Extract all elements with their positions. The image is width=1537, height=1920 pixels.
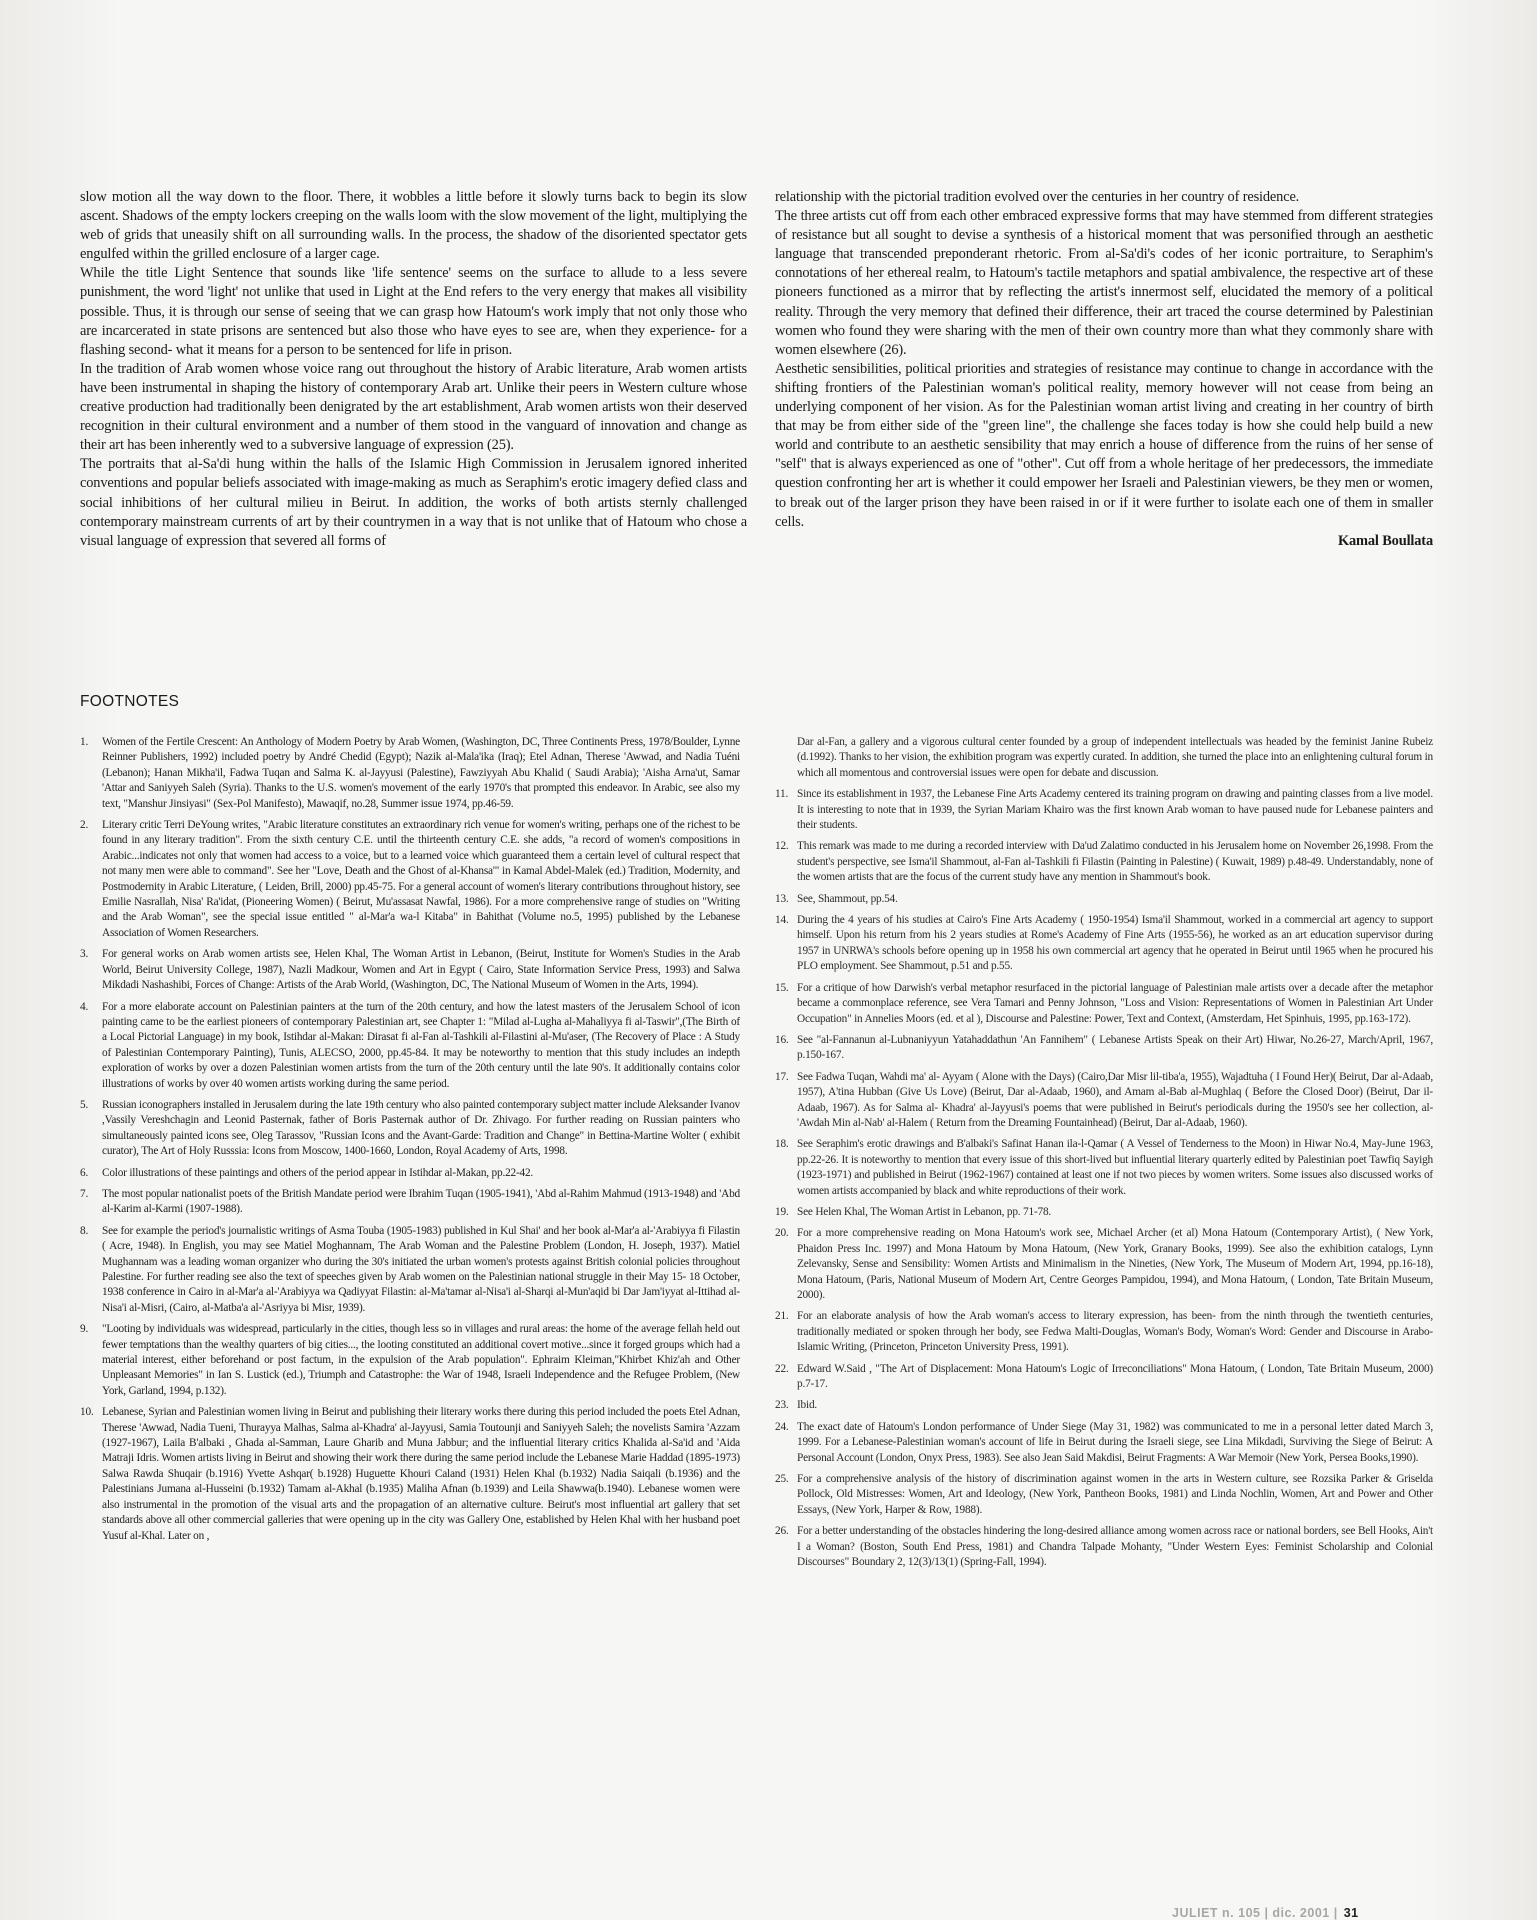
footnote xyxy=(775,981,1433,1027)
footnote xyxy=(80,1322,740,1399)
footnote-text: For a more comprehensive reading on Mona Hatoum's work see, Michael Archer (et al) Mona Hatoum (Contemporary Artist), ( New York, Phaidon Press Inc. 1997) and Mona Hatoum by Mona Hatoum, (New York, Granary Books, 1999). See also the exhibition catalogs, Lynn Zelevansky, Sense and Sensibility: Women Artists and Minimalism in the Nineties, (New York, The Museum of Modern Art, 1994, pp.16-18), Mona Hatoum, (Paris, National Museum of Modern Art, Centre Georges Pampidou, 1994), and Mona Hatoum, ( London, Tate Britain Museum, 2000). xyxy=(797,1227,1433,1301)
footnote-text: See Fadwa Tuqan, Wahdi ma' al- Ayyam ( Alone with the Days) (Cairo,Dar Misr lil-tiba'a, 1955), Wajadtuha ( I Found Her)( Beirut, Dar al-Adaab, 1957), A'tina Hubban (Give Us Love) (Beirut, Dar al-Adaab, 1960), and Amam al-Bab al-Mughlaq ( Before the Closed Door) (Beirut, Dar il-Adaab, 1967). As for Salma al- Khadra' al-Jayyusi's poems that were published in Beirut's periodicals during the 1950's see her collection, al-'Awdah Min al-Nab' al-Halem ( Return from the Dreaming Fountainhead) (Beirut, Dar al-Adaab, 1960). xyxy=(797,1070,1433,1129)
footnote-number: 9. xyxy=(80,1323,89,1336)
footnote xyxy=(80,1405,740,1544)
footnote-number: 4. xyxy=(80,1000,89,1013)
footnote-number: 16. xyxy=(775,1033,789,1046)
footnote-number: 21. xyxy=(775,1310,789,1323)
paragraph: relationship with the pictorial tradition evolved over the centuries in her country of residence. xyxy=(775,189,1300,205)
footnote-text: See for example the period's journalistic writings of Asma Touba (1905-1983) published in Kul Shai' and her book al-Mar'a al-'Arabiyya fi Filastin ( Acre, 1948). In English, you may see Matiel Moghannam, The Arab Woman and the Palestine Problem (London, H. Joseph, 1937). Matiel Mughannam was a leading woman organizer who during the 30's initiated the urban women's protests against British colonial policies throughout Palestine. For further reading see also the text of speeches given by Arab women on the Palestinian national struggle in their May 15- 18 October, 1938 conference in Cairo in al-Mar'a al-'Arabiyya wa Qadiyyat Filastin: al-Ma'tamar al-Nisa'i al-Sharqi al-Mun'aqid bi Dar Jam'iyyat al-Ittihad al-Nisa'i al-Misri, (Cairo, al-Matba'a al-'Asriyya bi Misr, 1939). xyxy=(102,1224,740,1314)
footnote-text: During the 4 years of his studies at Cairo's Fine Arts Academy ( 1950-1954) Isma'il Shammout, worked in a commercial art agency to support himself. Upon his return from his 2 years studies at Rome's Academy of Fine Arts (1955-56), he worked as an art education supervisor during 1957 in UNRWA's schools before opening up in 1958 his own commercial art agency that he operated in Beirut until 1965 when he procured his PLO employment. See Shammout, p.51 and p.55. xyxy=(797,914,1433,973)
footnote-text: "Looting by individuals was widespread, particularly in the cities, though less so in villages and rural areas: the home of the average fellah held out fewer temptations than the wealthy quarters of big cities..., the looting constituted an additional covert motive...since it forged groups which had a material interest, either beforehand or post factum, in the expulsion of the Arab population". Ephraim Kleiman,"Khirbet Khiz'ah and Other Unpleasant Memories" in Ian S. Lustick (ed.), Triumph and Catastrophe: the War of 1948, Israeli Independence and the Refugee Problem, (New York, Garland, 1994, p.132). xyxy=(102,1323,740,1397)
footnote-number: 14. xyxy=(775,914,789,927)
footnote xyxy=(775,1205,1433,1220)
footnote-text: For general works on Arab women artists see, Helen Khal, The Woman Artist in Lebanon, (Beirut, Institute for Women's Studies in the Arab World, Beirut University College, 1987), Nazli Madkour, Women and Art in Egypt ( Cairo, State Information Service Press, 1993) and Salwa Mikdadi Nashashibi, Forces of Change: Artists of the Arab World, (Washington, DC, The National Museum of Women in the Arts, 1994). xyxy=(102,948,740,992)
footnote xyxy=(775,1362,1433,1393)
footnote-number: 7. xyxy=(80,1187,89,1200)
footnote-number: 19. xyxy=(775,1205,789,1218)
footnote-text: See Helen Khal, The Woman Artist in Lebanon, pp. 71-78. xyxy=(797,1205,1052,1218)
footnote xyxy=(775,1070,1433,1132)
paragraph: Aesthetic sensibilities, political priorities and strategies of resistance may continue to change in accordance with the shifting frontiers of the Palestinian woman's political reality, memory however will not cease from being an underlying component of her vision. As for the Palestinian woman artist living and creating in her country of birth that may be from either side of the "green line", the challenge she faces today is how she could help build a new world and contribute to an aesthetic sensibility that may enrich a house of difference from the ruins of her sense of "self" that is always experienced as one of "other". Cut off from a whole heritage of her predecessors, the immediate question confronting her art is whether it could empower her Israeli and Palestinian viewers, be they men or women, to break out of the larger prison they have been raised in or if it were further to isolate each one of them in smaller cells. xyxy=(775,360,1433,530)
footnote xyxy=(775,1398,1433,1413)
page-number: 31 xyxy=(1343,1906,1359,1920)
footnote xyxy=(775,1226,1433,1303)
footnote-number: 3. xyxy=(80,948,89,961)
footnote-text: Since its establishment in 1937, the Lebanese Fine Arts Academy centered its training program on drawing and painting classes from a live model. It is interesting to note that in 1939, the Syrian Mariam Khairo was the first known Arab woman to have paused nude for Lebanese painters and their students. xyxy=(797,788,1433,832)
footnote-text: Lebanese, Syrian and Palestinian women living in Beirut and publishing their literary works there during this period included the poets Etel Adnan, Therese 'Awwad, Nadia Tueni, Thurayya Malhas, Salma al-Khadra' al-Jayyusi, Samia Toutounji and Saniyyeh Saleh; the novelists Samira 'Azzam (1927-1967), Laila B'albaki , Ghada al-Samman, Laure Gharib and Muna Jabbur; and the influential literary critics Khalida al-Sa'id and 'Aida Matraji Idris. Women artists living in Beirut and showing their work there during the same period include the Lebanese Marie Haddad (1895-1973) Salwa Rawda Shuqair (b.1916) Yvette Ashqar( b.1928) Huguette Khouri Caland (1931) Helen Khal (b.1932) Nadia Saiqali (b.1936) and the Palestinians Jumana al-Husseini (b.1932) Tamam al-Akhal (b.1935) Maliha Afnan (b.1939) and Leila Shawwa(b.1940). Lebanese women were also instrumental in the promotion of the visual arts and the propagation of an alternative culture. Beirut's most influential art gallery that set standards above all other commercial galleries that were opening up in the city was Gallery One, established by Helen Khal with her husband poet Yusuf al-Khal. Later on , xyxy=(102,1406,740,1542)
article-column-right xyxy=(775,188,1433,551)
footnote-number: 23. xyxy=(775,1399,789,1412)
footnote-text: Dar al-Fan, a gallery and a vigorous cultural center founded by a group of independent intellectuals was headed by the feminist Janine Rubeiz (d.1992). Thanks to her vision, the exhibition program was expertly curated. In addition, she turned the place into an enlightening cultural forum in which all momentous and controversial issues were open for debate and discussion. xyxy=(797,736,1433,779)
footnote-text: Color illustrations of these paintings and others of the period appear in Istihdar al-Makan, pp.22-42. xyxy=(102,1166,534,1179)
footnote xyxy=(80,1098,740,1160)
footnote-text: See "al-Fannanun al-Lubnaniyyun Yatahaddathun 'An Fannihem" ( Lebanese Artists Speak on their Art) Hiwar, No.26-27, March/April, 1967, p.150-167. xyxy=(797,1033,1433,1062)
footnotes-column-left xyxy=(80,735,740,1550)
footnote xyxy=(775,839,1433,885)
footnote-text: This remark was made to me during a recorded interview with Da'ud Zalatimo conducted in his Jerusalem home on November 26,1998. From the student's perspective, see Isma'il Shammout, al-Fan al-Tashkili fi Filastin (Painting in Palestine) ( Kuwait, 1989) p.48-49. Understandably, none of the women artists that are the focus of the current study have any mention in Shammout's book. xyxy=(797,840,1433,884)
footnote-number: 10. xyxy=(80,1406,94,1419)
footnote-number: 8. xyxy=(80,1224,89,1237)
footnote-number: 25. xyxy=(775,1473,789,1486)
footnote-number: 12. xyxy=(775,840,789,853)
footnote-number: 24. xyxy=(775,1420,789,1433)
footnote-number: 15. xyxy=(775,981,789,994)
footnote-number: 22. xyxy=(775,1362,789,1375)
footnote-number: 17. xyxy=(775,1070,789,1083)
page-footer xyxy=(1172,1906,1359,1920)
footnote-number: 20. xyxy=(775,1227,789,1240)
footnote xyxy=(80,1224,740,1316)
footnote-number: 6. xyxy=(80,1166,89,1179)
footnote xyxy=(775,787,1433,833)
footnote-number: 5. xyxy=(80,1098,89,1111)
footnote-number: 2. xyxy=(80,819,89,832)
footnote-text: Ibid. xyxy=(797,1399,818,1412)
footnote xyxy=(80,735,740,812)
footnote-number: 11. xyxy=(775,788,789,801)
footnotes-column-right xyxy=(775,735,1433,1577)
footnotes-heading: FOOTNOTES xyxy=(80,693,180,710)
footnote-continuation xyxy=(775,735,1433,781)
footnote xyxy=(80,1166,740,1181)
issue-info: JULIET n. 105 | dic. 2001 | xyxy=(1172,1906,1338,1920)
footnote-text: Women of the Fertile Crescent: An Anthology of Modern Poetry by Arab Women, (Washington, DC, Three Continents Press, 1978/Boulder, Lynne Reinner Publishers, 1992) included poetry by André Chedid (Egypt); Nazik al-Mala'ika (Iraq); Etel Adnan, Therese 'Awwad, and Nadia Tuéni (Lebanon); Hanan Mikha'il, Fadwa Tuqan and Salma K. al-Jayyusi (Palestine), Fawziyyah Abu Khalid ( Saudi Arabia); 'Aisha Arna'ut, Samar 'Attar and Saniyyeh Saleh (Syria). Thanks to the U.S. women's movement of the early 1970's that prompted this endeavor. In Arabic, see also my text, "Manshur Jinsiyasi" (Sex-Pol Manifesto), Mawaqif, no.28, Summer issue 1974, pp.46-59. xyxy=(102,736,740,810)
footnote xyxy=(80,1187,740,1218)
footnote-text: For a comprehensive analysis of the history of discrimination against women in the arts in Western culture, see Rozsika Parker & Griselda Pollock, Old Mistresses: Women, Art and Ideology, (New York, Pantheon Books, 1981) and Linda Nochlin, Women, Art and Power and Other Essays, (New York, Harper & Row, 1988). xyxy=(797,1473,1433,1516)
footnote-number: 18. xyxy=(775,1138,789,1151)
footnote xyxy=(775,892,1433,907)
footnote xyxy=(775,1137,1433,1199)
author-signature: Kamal Boullata xyxy=(1337,532,1433,549)
footnote-text: Russian iconographers installed in Jerusalem during the late 19th century who also painted contemporary subject matter include Aleksander Ivanov ,Vassily Vereshchagin and Leonid Pasternak, father of Boris Pasternak author of Dr. Zhivago. For further reading on Russian painters who simultaneously painted icons see, Oleg Tarassov, "Russian Icons and the Avant-Garde: Tradition and Change" in Bettina-Martine Wolter ( exhibit curator), The Art of Holy Russsia: Icons from Moscow, 1400-1660, London, Royal Academy of Arts, 1998. xyxy=(102,1098,740,1158)
footnote-text: See Seraphim's erotic drawings and B'albaki's Safinat Hanan ila-l-Qamar ( A Vessel of Tenderness to the Moon) in Hiwar No.4, May-June 1963, pp.22-26. It is noteworthy to mention that every issue of this short-lived but influential literary quarterly edited by Palestinian poet Tawfiq Sayigh (1923-1971) and published in Beirut (1962-1967) contained at least one if not two pieces by women writers. Some issues also discussed works of women artists accompanied by black and white reproductions of their work. xyxy=(797,1138,1433,1197)
footnote-text: For a critique of how Darwish's verbal metaphor resurfaced in the pictorial language of Palestinian male artists over a decade after the metaphor became a commonplace reference, see Vera Tamari and Penny Johnson, "Loss and Vision: Representations of Women in Palestinian Art Under Occupation" in Annelies Moors (ed. et al ), Discourse and Palestine: Power, Text and Context, (Amsterdam, Het Spinhuis, 1995, pp.163-172). xyxy=(797,981,1433,1025)
footnote-number: 26. xyxy=(775,1525,789,1538)
footnote-text: For a better understanding of the obstacles hindering the long-desired alliance among women across race or national borders, see Bell Hooks, Ain't I a Woman? (Boston, South End Press, 1981) and Chandra Talpade Mohanty, "Under Western Eyes: Feminist Scholarship and Colonial Discourses" Boundary 2, 12(3)/13(1) (Spring-Fall, 1994). xyxy=(797,1525,1433,1569)
footnote-text: The exact date of Hatoum's London performance of Under Siege (May 31, 1982) was communicated to me in a personal letter dated March 3, 1999. For a Lebanese-Palestinian woman's account of life in Beirut during the Israeli siege, see Lina Mikdadi, Surviving the Siege of Beirut: A Personal Account (London, Onyx Press, 1983). See also Jean Said Makdisi, Beirut Fragments: A War Memoir (New York, Persea Books,1990). xyxy=(797,1420,1433,1464)
footnote xyxy=(775,1524,1433,1570)
paragraph: The three artists cut off from each other embraced expressive forms that may have stemmed from different strategies of resistance but all sought to devise a synthesis of a historical moment that was personified through an aesthetic language that transcended preponderant rhetoric. From al-Sa'di's codes of her iconic portraiture, to Seraphim's connotations of her ethereal realm, to Hatoum's tactile metaphors and spatial ambivalence, the respective art of these pioneers functioned as a mirror that by reflecting the artist's innermost self, elucidated the memory of a political reality. Through the very memory that defined their difference, their art traced the course determined by Palestinian women who found they were sharing with the men of their own country more than what they commonly share with women elsewhere (26). xyxy=(775,208,1433,358)
article-column-left xyxy=(80,188,747,551)
footnote-number: 13. xyxy=(775,892,789,905)
footnote-text: Literary critic Terri DeYoung writes, "Arabic literature constitutes an extraordinary rich venue for women's writing, perhaps one of the richest to be found in any literary tradition". From the sixth century C.E. until the thirteenth century C.E. she adds, "a record of women's compositions in Arabic...indicates not only that women had access to a voice, but to a learned voice which guaranteed them a certain level of cultural respect that not many men were able to command". See her "Love, Death and the Ghost of al-Khansa'" in Kamal Abdel-Malek (ed.) Tradition, Modernity, and Postmodernity in Arabic Literature, ( Leiden, Brill, 2000) pp.45-75. For a general account of women's literary contributions throughout history, see Emilie Nasrallah, Nisa' Ra'idat, (Pioneering Women) ( Beirut, Mu'assasat Nawfal, 1986). For a more comprehensive range of studies on "Writing and the Arab Woman", see the special issue entitled " al-Mar'a wa-l Kitaba" in Bahithat (Volume no.5, 1995) published by the Lebanese Association of Women Researchers. xyxy=(102,819,740,939)
footnote xyxy=(775,1309,1433,1355)
footnote-number: 1. xyxy=(80,736,89,748)
footnote xyxy=(80,1000,740,1092)
footnote-text: For an elaborate analysis of how the Arab woman's access to literary expression, has been- from the ninth through the twentieth centuries, traditionally mediated or spoken through her body, see Fedwa Malti-Douglas, Woman's Body, Woman's Word: Gender and Discourse in Arabo-Islamic Writing, (Princeton, Princeton University Press, 1991). xyxy=(797,1310,1433,1354)
paragraph: In the tradition of Arab women whose voice rang out throughout the history of Arabic literature, Arab women artists have been instrumental in shaping the history of contemporary Arab art. Unlike their peers in Western culture whose creative production had traditionally been denigrated by the art establishment, Arab women artists won their deserved recognition in their cultural environment and a number of them stood in the vanguard of innovation and change as their art has been inherently wed to a subversive language of expression (25). xyxy=(80,360,747,454)
footnote xyxy=(80,818,740,941)
paragraph: slow motion all the way down to the floor. There, it wobbles a little before it slowly turns back to begin its slow ascent. Shadows of the empty lockers creeping on the walls loom with the slow movement of the light, multiplying the web of grids that uneasily shift on all surrounding walls. In the process, the shadow of the disoriented spectator gets engulfed within the grilled enclosure of a larger cage. xyxy=(80,189,747,263)
paragraph: The portraits that al-Sa'di hung within the halls of the Islamic High Commission in Jerusalem ignored inherited conventions and popular beliefs associated with image-making as much as Seraphim's erotic imagery defied class and social inhibitions of her cultural milieu in Beirut. In addition, the works of both artists sternly challenged contemporary mainstream currents of art by their countrymen in a way that is not unlike that of Hatoum who chose a visual language of expression that severed all forms of xyxy=(80,456,747,549)
footnote-text: See, Shammout, pp.54. xyxy=(797,892,898,905)
footnote xyxy=(80,947,740,993)
footnote xyxy=(775,1033,1433,1064)
footnote xyxy=(775,1420,1433,1466)
footnote-text: The most popular nationalist poets of the British Mandate period were Ibrahim Tuqan (1905-1941), 'Abd al-Rahim Mahmud (1913-1948) and 'Abd al-Karim al-Karmi (1907-1988). xyxy=(102,1187,740,1216)
footnote-text: For a more elaborate account on Palestinian painters at the turn of the 20th century, and how the latest masters of the Jerusalem School of icon painting came to be the earliest pioneers of contemporary Palestinian art, see Chapter 1: "Milad al-Lugha al-Mahaliyya fi al-Taswir",(The Birth of a Local Pictorial Language) in my book, Istihdar al-Makan: Dirasat fi al-Fan al-Tashkili al-Filastini al-Mu'aser, (The Recovery of Place : A Study of Palestinian Contemporary Painting), Tunis, ALECSO, 2000, pp.45-84. It may be noteworthy to mention that this study includes an indepth exploration of works by over a dozen Palestinian women artists from the turn of the 20th century until the late 90's. It additionally contains color illustrations of works by over 40 women artists working during the same period. xyxy=(102,1000,740,1090)
footnote-text: Edward W.Said , "The Art of Displacement: Mona Hatoum's Logic of Irreconciliations" Mona Hatoum, ( London, Tate Britain Museum, 2000) p.7-17. xyxy=(797,1362,1433,1391)
footnote xyxy=(775,1472,1433,1518)
paragraph: While the title Light Sentence that sounds like 'life sentence' seems on the surface to allude to a less severe punishment, the word 'light' not unlike that used in Light at the End refers to the very energy that makes all visibility possible. Thus, it is through our sense of seeing that we can grasp how Hatoum's work imply that not only those who are incarcerated in state prisons are sentenced but also those who have eyes to see are, when they experience- for a flashing second- what it means for a person to be sentenced for life in prison. xyxy=(80,265,747,358)
footnote xyxy=(775,913,1433,975)
